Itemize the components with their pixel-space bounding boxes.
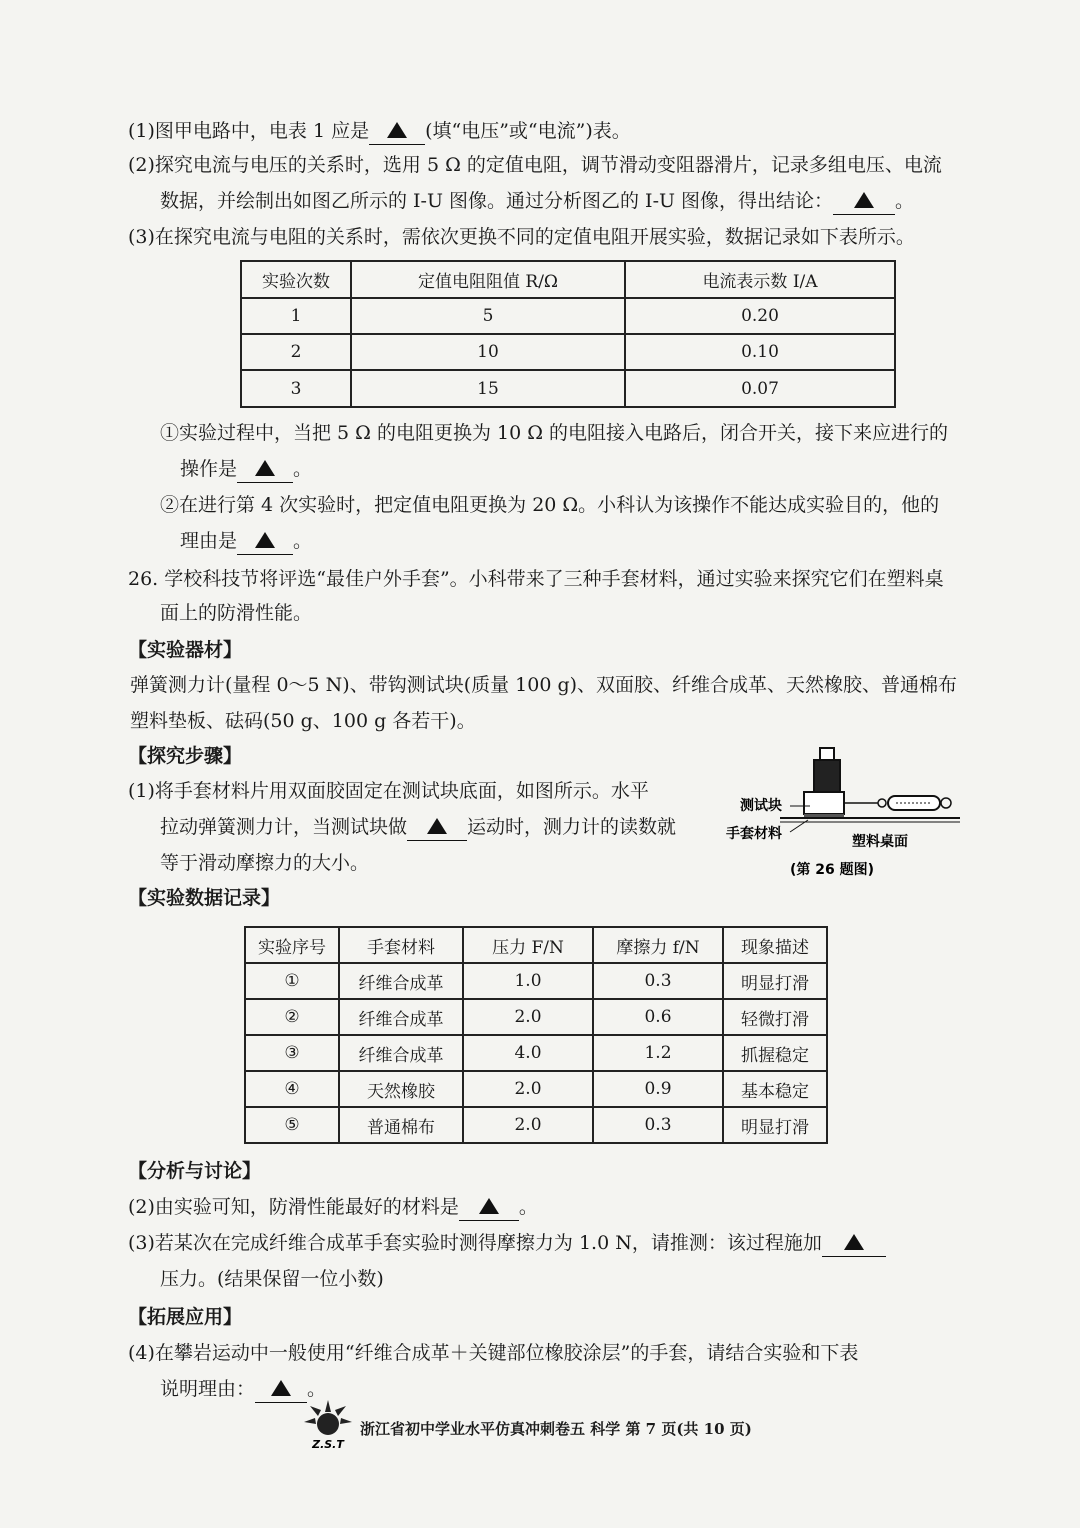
- table-header-cell: 电流表示数 I/A: [625, 261, 895, 298]
- analysis-q2-text-b: 。: [518, 1196, 538, 1218]
- q25-data-table: [240, 260, 896, 408]
- answer-triangle-icon: [844, 1234, 864, 1250]
- table-row: [245, 999, 827, 1035]
- q25-part2-line2: [160, 188, 914, 215]
- answer-triangle-icon: [479, 1198, 499, 1214]
- step1-line3: 等于滑动摩擦力的大小。: [160, 852, 370, 874]
- step1-text-b: 运动时，测力计的读数就: [467, 816, 677, 838]
- publisher-logo-icon: [300, 1396, 356, 1452]
- extension-q4-text-b: 。: [307, 1378, 327, 1400]
- q25-sub1-text-b: 。: [293, 458, 313, 480]
- q25-part2-text-b: 。: [895, 190, 915, 212]
- answer-blank[interactable]: [822, 1230, 886, 1257]
- q25-sub2-line1: ②在进行第 4 次实验时，把定值电阻更换为 20 Ω。小科认为该操作不能达成实验目的，他的: [160, 494, 940, 516]
- table-cell: 2.0: [463, 999, 593, 1035]
- table-cell: ⑤: [245, 1107, 339, 1143]
- q26-data-table: [244, 926, 828, 1144]
- logo-text: Z.S.T: [312, 1438, 344, 1451]
- table-cell: 0.07: [625, 370, 895, 407]
- analysis-q2-text-a: (2)由实验可知，防滑性能最好的材料是: [128, 1196, 459, 1218]
- table-cell: 普通棉布: [339, 1107, 463, 1143]
- equipment-line1: 弹簧测力计(量程 0～5 N)、带钩测试块(质量 100 g)、双面胶、纤维合成革、天然橡胶、普通棉布: [130, 674, 958, 696]
- extension-q4-text-a: 说明理由：: [160, 1378, 256, 1400]
- q25-part1-text-a: (1)图甲电路中，电表 1 应是: [128, 120, 370, 142]
- test-block: [804, 792, 844, 814]
- answer-blank[interactable]: [407, 814, 467, 841]
- table-cell: 明显打滑: [723, 1107, 827, 1143]
- equipment-line2: 塑料垫板、砝码(50 g、100 g 各若干)。: [130, 710, 476, 732]
- label-test-block: 测试块: [740, 798, 782, 814]
- table-header-row: [241, 261, 895, 298]
- table-cell: 0.3: [593, 963, 723, 999]
- weight-icon: [814, 760, 840, 792]
- analysis-q3-line2: 压力。(结果保留一位小数): [160, 1268, 384, 1290]
- q25-part3: (3)在探究电流与电阻的关系时，需依次更换不同的定值电阻开展实验，数据记录如下表所示。: [128, 226, 915, 248]
- logo-sun: [317, 1413, 339, 1435]
- table-cell: 2.0: [463, 1071, 593, 1107]
- answer-blank[interactable]: [237, 456, 293, 483]
- table-cell: 0.9: [593, 1071, 723, 1107]
- table-cell: 纤维合成革: [339, 999, 463, 1035]
- analysis-q3-text: (3)若某次在完成纤维合成革手套实验时测得摩擦力为 1.0 N，请推测：该过程施加: [128, 1232, 822, 1254]
- table-cell: 抓握稳定: [723, 1035, 827, 1071]
- table-row: [245, 1107, 827, 1143]
- table-cell: 轻微打滑: [723, 999, 827, 1035]
- extension-q4-line1: (4)在攀岩运动中一般使用“纤维合成革＋关键部位橡胶涂层”的手套，请结合实验和下表: [128, 1342, 859, 1364]
- table-cell: ③: [245, 1035, 339, 1071]
- experiment-figure: [720, 740, 980, 885]
- table-cell: ④: [245, 1071, 339, 1107]
- q25-part2-text-a: 数据，并绘制出如图乙所示的 I-U 图像。通过分析图乙的 I-U 图像，得出结论：: [160, 190, 834, 212]
- answer-triangle-icon: [427, 818, 447, 834]
- q25-part1: [128, 118, 631, 145]
- table-cell: 纤维合成革: [339, 963, 463, 999]
- q25-sub1-text-a: 操作是: [180, 458, 238, 480]
- answer-blank[interactable]: [459, 1194, 519, 1221]
- table-cell: 5: [351, 298, 625, 334]
- step1-line1: (1)将手套材料片用双面胶固定在测试块底面，如图所示。水平: [128, 780, 649, 802]
- q25-sub1-line1: ①实验过程中，当把 5 Ω 的电阻更换为 10 Ω 的电阻接入电路后，闭合开关，接下来应进行的: [160, 422, 949, 444]
- answer-triangle-icon: [271, 1380, 291, 1396]
- table-cell: 2.0: [463, 1107, 593, 1143]
- q25-part2-line1: (2)探究电流与电压的关系时，选用 5 Ω 的定值电阻，调节滑动变阻器滑片，记录多组电压、电流: [128, 154, 942, 176]
- table-cell: 明显打滑: [723, 963, 827, 999]
- step1-text-a: 拉动弹簧测力计，当测试块做: [160, 816, 408, 838]
- section-heading-steps: 【探究步骤】: [128, 745, 243, 767]
- q25-sub2-line2: [180, 528, 312, 555]
- step1-line2: [160, 814, 676, 841]
- table-row: [245, 963, 827, 999]
- label-glove-material: 手套材料: [726, 826, 782, 842]
- table-header-cell: 手套材料: [339, 927, 463, 963]
- table-cell: 0.3: [593, 1107, 723, 1143]
- table-cell: 0.20: [625, 298, 895, 334]
- section-heading-extension: 【拓展应用】: [128, 1306, 243, 1328]
- table-header-cell: 实验次数: [241, 261, 351, 298]
- spring-scale-ring: [941, 798, 951, 808]
- q26-intro-line2: 面上的防滑性能。: [160, 602, 313, 624]
- table-header-cell: 摩擦力 f/N: [593, 927, 723, 963]
- q25-part1-text-b: (填“电压”或“电流”)表。: [425, 120, 631, 142]
- table-cell: 15: [351, 370, 625, 407]
- table-row: [241, 298, 895, 334]
- answer-triangle-icon: [255, 460, 275, 476]
- table-row: [241, 370, 895, 407]
- analysis-q2: [128, 1194, 538, 1221]
- table-header-row: [245, 927, 827, 963]
- table-cell: 2: [241, 334, 351, 370]
- table-header-cell: 压力 F/N: [463, 927, 593, 963]
- weight-hook: [820, 748, 834, 760]
- page-footer: 浙江省初中学业水平仿真冲刺卷五 科学 第 7 页(共 10 页): [360, 1420, 752, 1438]
- table-row: [245, 1035, 827, 1071]
- table-row: [241, 334, 895, 370]
- answer-triangle-icon: [387, 122, 407, 138]
- q25-sub2-text-a: 理由是: [180, 530, 238, 552]
- section-heading-equipment: 【实验器材】: [128, 639, 243, 661]
- q26-intro-line1: 26. 学校科技节将评选“最佳户外手套”。小科带来了三种手套材料，通过实验来探究它们在塑料桌: [128, 568, 944, 590]
- analysis-q3-line1: [128, 1230, 886, 1257]
- table-cell: ①: [245, 963, 339, 999]
- table-row: [245, 1071, 827, 1107]
- table-cell: 0.10: [625, 334, 895, 370]
- table-cell: 纤维合成革: [339, 1035, 463, 1071]
- table-cell: ②: [245, 999, 339, 1035]
- section-heading-analysis: 【分析与讨论】: [128, 1160, 262, 1182]
- table-cell: 4.0: [463, 1035, 593, 1071]
- q25-sub1-line2: [180, 456, 312, 483]
- spring-scale-hook: [878, 799, 886, 807]
- answer-blank[interactable]: [237, 528, 293, 555]
- table-cell: 3: [241, 370, 351, 407]
- table-cell: 1: [241, 298, 351, 334]
- table-cell: 基本稳定: [723, 1071, 827, 1107]
- figure-caption: (第 26 题图): [790, 862, 875, 878]
- table-cell: 0.6: [593, 999, 723, 1035]
- table-cell: 10: [351, 334, 625, 370]
- label-plastic-table: 塑料桌面: [852, 834, 908, 850]
- section-heading-data: 【实验数据记录】: [128, 887, 281, 909]
- q25-sub2-text-b: 。: [293, 530, 313, 552]
- answer-triangle-icon: [854, 192, 874, 208]
- table-cell: 1.2: [593, 1035, 723, 1071]
- table-header-cell: 实验序号: [245, 927, 339, 963]
- table-cell: 1.0: [463, 963, 593, 999]
- answer-blank[interactable]: [833, 188, 895, 215]
- table-cell: 天然橡胶: [339, 1071, 463, 1107]
- table-header-cell: 定值电阻阻值 R/Ω: [351, 261, 625, 298]
- answer-triangle-icon: [255, 532, 275, 548]
- table-header-cell: 现象描述: [723, 927, 827, 963]
- answer-blank[interactable]: [369, 118, 425, 145]
